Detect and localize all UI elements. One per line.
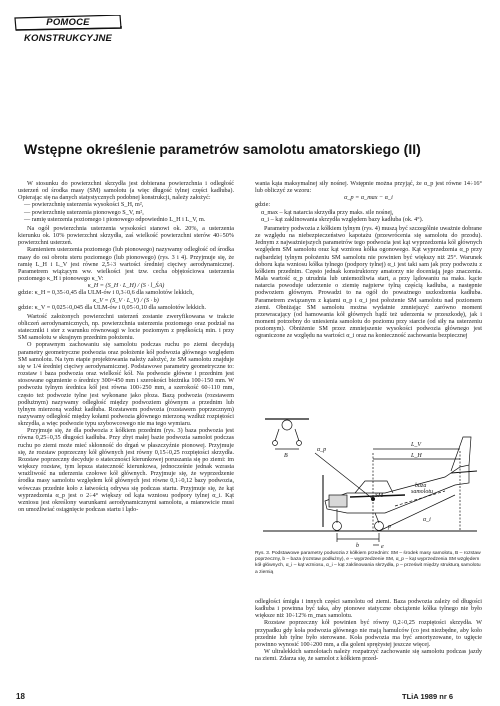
ap-angle-line	[315, 453, 373, 499]
paragraph: Przyjmuje się, że dla podwozia z kółkiem przednim (rys. 3) baza podwozia jest równa 0,25÷0,35 długości kadłuba. Przy zbyt małej bazie podwozia samolot podczas ruchu po ziemi może mieć skłonność do drgań w płaszczyźnie pionowej. Przyjmuje się, że rozstaw poprzeczny kół głównych jest równy 0,15÷0,25 rozpiętości skrzydła. Rozstaw poprzeczny decyduje o stateczności kierunkowej poruszania się po ziemi: im większy rozstaw, tym lepsza stateczność kierunkowa, jednocześnie jednak wzrasta wrażliwość na uderzenia czołowe kół głównych. Przyjmuje się, że wyprzedzenie środka masy samolotu względem kół głównych jest równe 0,1÷0,12 bazy podwozia, wówczas przednie koło z łatwością odrywa się podczas startu. Przyjmuje się, że kąt wyprzedzenia α_p jest o 2÷4° większy od kąta wzniosu podpory tylnej α_i. Kąt wzniosu jest określony warunkami aerodynamicznymi samolotu, a mianowicie musi on umożliwiać osiągnięcie podczas startu i lądo-	[18, 427, 234, 514]
canopy-outline	[355, 481, 393, 493]
formula: α_p = α_max − α_i	[344, 194, 393, 202]
paragraph: W stosunku do powierzchni skrzydła jest dobierana powierzchnia i odległość usterzeń od środka masy (SM) samolotu (a więc długość tylnej części kadłuba). Opierając się na danych statystycznych podobnej konstrukcji, należy założyć:	[18, 180, 234, 202]
label-B: B	[284, 453, 288, 459]
paragraph: wania kąta maksymalnej siły nośnej. Wstępnie można przyjąć, że α_p jest równe 14÷16° lub obliczyć ze wzoru:	[255, 180, 482, 195]
article-title: Wstępne określenie parametrów samolotu amatorskiego (II)	[24, 141, 421, 157]
label-baza2: samolotu	[411, 489, 434, 495]
text-column-left	[18, 180, 234, 513]
paragraph: Ramieniem usterzenia poziomego (lub pionowego) nazywamy odległość od środka masy do osi obrotu steru poziomego (lub pionowego) (rys. 3 i 4). Przyjmuje się, że ramię L_H i L_V jest równe 2,5÷3 wartości średniej cięciwy aerodynamicznej. Parametrem wiążącym ww. wielkości jest tzw. cecha objętościowa usterzenia poziomego κ_H i pionowego κ_V:	[18, 246, 234, 283]
section-label: POMOCE KONSTRUKCYJNE	[23, 17, 113, 44]
paragraph: gdzie: κ_V = 0,025÷0,045 dla ULM-ów i 0,05÷0,10 dla samolotów lekkich.	[18, 303, 207, 311]
text-column-right	[255, 180, 482, 339]
list-item: — powierzchnię usterzenia pionowego S_V, m²,	[24, 208, 144, 216]
paragraph: Wartość założonych powierzchni usterzeń zostanie zweryfikowana w trakcie obliczeń aerodynamicznych, np. powierzchnia usterzenia poziomego oraz podział na stateczniki i ster z warunku równowagi w locie poziomym z prędkością min. i przy SM samolotu w skrajnym przednim położeniu.	[18, 312, 234, 342]
section-banner	[14, 15, 122, 44]
label-p: p	[388, 524, 391, 530]
label-lh: L_H	[411, 453, 422, 459]
list-item: α_i – kąt zaklinowania skrzydła względem bazy kadłuba (ok. 4°).	[261, 215, 424, 223]
engine-block	[329, 495, 347, 507]
label-e: e	[381, 544, 384, 549]
figure-caption: Rys. 3. Podstawowe parametry podwozia z kółkiem przednim: SM – środek masy samolotu, B – rozstaw poprzeczny, b – baza (rozstaw podłużny), e – wyprzedzenie SM, α_p – kąt wyprzedzenia SM względem kół głównych, α_i – kąt wzniosu, α_i – kąt zaklinowania skrzydła, p – prześwit między strukturą samolotu a ziemią	[255, 551, 481, 575]
label-sm: SM	[375, 493, 383, 499]
list-item: — powierzchnię usterzenia wysokości S_H, m²,	[24, 201, 144, 209]
list-item: α_max – kąt natarcia skrzydła przy maks. sile nośnej,	[261, 208, 394, 216]
label-ap: α_p	[317, 447, 327, 453]
label-baza: baza	[415, 483, 427, 489]
paragraph: gdzie:	[255, 201, 271, 209]
label-b: b	[356, 543, 359, 549]
text-column-right-bottom	[255, 598, 482, 662]
paragraph: odległości śmigła i innych części samolotu od ziemi. Baza podwozia zależy od długości kadłuba i powinna być taka, aby pionowe statyczne obciążenie kółka tylnego nie było większe niż 10÷12% m_max samolotu.	[255, 598, 482, 620]
landing-gear-diagram	[255, 413, 482, 549]
formula: κ_H = (S_H · L_H) / (S · l_ŚA)	[87, 282, 165, 290]
label-lv: L_V	[411, 442, 422, 448]
magazine-issue: TLiA 1989 nr 6	[402, 692, 453, 701]
paragraph: Parametry podwozia z kółkiem tylnym (rys. 4) muszą być szczególnie uważnie dobrane ze względu na niebezpieczeństwo kapotażu (przewrócenia się samolotu do przodu). Jednym z najważniejszych parametrów tego podwozia jest kąt wyprzedzenia kół głównych względem SM samolotu oraz kąt wzniosu kółka ogonowego. Kąt wyprzedzenia α_p przy najbardziej tylnym położeniu SM samolotu nie powinien być większy niż 25°. Warunek doboru kąta wzniosu kółka tylnego (podpory tylnej) α_i jest taki sam jak przy podwoziu z kółkiem przednim. Często jednak konstruktorzy amatorzy nie doceniają jego znaczenia. Mała wartość α_p utrudnia lub uniemożliwia start, a przy lądowaniu na maks. kącie natarcia powoduje uderzenie o ziemię najpierw tylną częścią kadłuba, a następnie podwoziem głównym. Prowadzi to na ogół do poważnego uszkodzenia kadłuba. Parametrem związanym z kątami α_p i α_i jest położenie SM samolotu nad poziomem ziemi. Obniżając SM samolotu można wydatnie zmniejszyć zarówno moment przewracający (od hamowania kół głównych bądź też uderzenia w przeszkodę), jak i moment potrzebny do uniesienia samolotu do poziomu przy starcie (od siły na usterzeniu poziomym). Obniżenie SM przez zmniejszenie wysokości podwozia głównego jest ograniczone ze względu na wartości α_i oraz na konieczność zachowania bezpiecznej	[255, 224, 482, 340]
formula: κ_V = (S_V · L_V) / (S · b)	[93, 296, 159, 304]
paragraph: gdzie: κ_H = 0,35÷0,45 dla ULM-ów i 0,3÷0,6 dla samolotów lekkich,	[18, 289, 194, 297]
tail-fin	[451, 437, 471, 471]
paragraph: O poprawnym zachowaniu się samolotu podczas ruchu po ziemi decydują parametry geometryczne podwozia oraz położenie kół podwozia głównego względem SM samolotu. Na tym etapie projektowania należy założyć, że SM samolotu znajduje się w 1/4 średniej cięciwy aerodynamicznej. Podstawowe parametry geometryczne to: rozstaw i baza podwozia oraz wielkość kół. Na podwozie główne i przednim jest stosowane ogumienie o średnicy 300×450 mm i szerokości bieżnika 100÷150 mm. W podwoziu tylnym średnica kół jest równa 100÷250 mm, a szerokość 60÷110 mm, często też podwozie tylne jest wykonane jako płoza. Bazą podwozia (rozstawem podłużnym) nazywamy odległość między podwoziem głównym a przednim lub tylnym mierzoną wzdłuż kadłuba. Rozstawem podwozia (rozstawem poprzecznym) nazywamy odległość między kołami podwozia głównego mierzoną wzdłuż rozpiętości skrzydła, a więc podwozie typu szybowcowego nie ma tego wymiaru.	[18, 341, 234, 428]
label-ai: α_i	[423, 517, 431, 523]
paragraph: Na ogół powierzchnia usterzenia wysokości stanowi ok. 20%, a usterzenia kierunku ok. 10% powierzchni skrzydła, zaś wielkość powierzchni sterów 40÷50% powierzchni usterzeń.	[18, 224, 234, 247]
list-item: — ramię usterzenia poziomego i pionowego odpowiednio L_H i L_V, m.	[24, 215, 206, 223]
front-view-fuselage	[282, 420, 292, 430]
paragraph: W ultralekkich samolotach należy rozpatrzyć zachowanie się samolotu podczas jazdy na ziemi. Zdarza się, że samolot z kółkiem przed-	[255, 648, 482, 663]
paragraph: Rozstaw poprzeczny kół powinien być równy 0,2÷0,25 rozpiętości skrzydła. W przypadku gdy koła podwozia głównego nie mają hamulców (co jest niezbędne, aby koło przednie lub tylne było sterowane. Koła podwozia ma być amortyzowane, to ugięcie powinno wynosić 100÷200 mm, a dla goleni sprężystej jeszcze więcej.	[255, 619, 482, 648]
tail-stabilizer	[451, 471, 477, 473]
page-number: 18	[16, 692, 25, 701]
